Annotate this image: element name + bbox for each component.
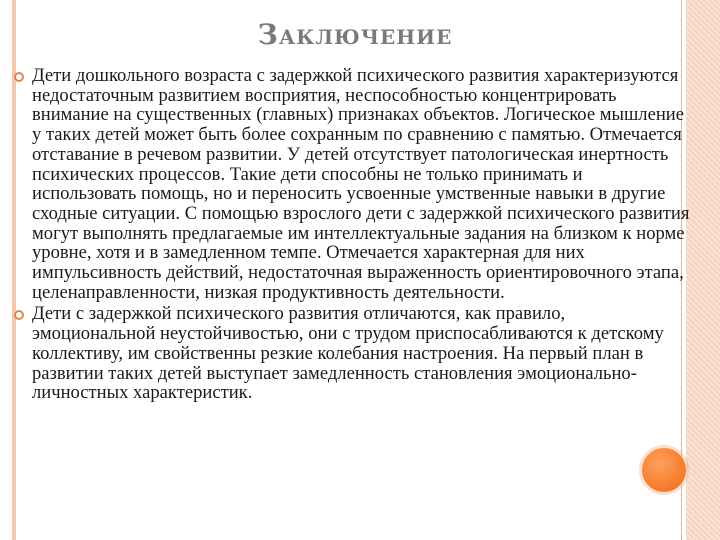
orange-circle-icon (642, 448, 686, 492)
slide-title: Заключение (257, 18, 453, 51)
bullet-text-1: Дети дошкольного возраста с задержкой психического развития характеризуются недостаточным развитием восприятия, неспособностью концентрировать внимание на существенных (главных) признаках объектов. Логическое мышление у таких детей может быть более сохранным по сравнению с памятью. Отмечается отставание в речевом развитии. У детей отсутствует патологическая инертность психических процессов. Такие дети способны не только принимать и использовать помощь, но и переносить усвоенные умственные навыки в другие сходные ситуации. С помощью взрослого дети с задержкой психического развития могут выполнять предлагаемые им интеллектуальные задания на близком к норме уровне, хотя и в замедленном темпе. Отмечается характерная для них импульсивность действий, недостаточная выраженность ориентировочного этапа, целенаправленности, низкая продуктивность деятельности. (32, 65, 690, 303)
bullet-text-2: Дети с задержкой психического развития отличаются, как правило, эмоциональной неустойчивостью, они с трудом приспосабливаются к детскому коллективу, им свойственны резкие колебания настроения. На первый план в развитии таких детей выступает замедленность становления эмоционально-личностных характеристик. (32, 303, 664, 404)
bullet-item-2 (14, 304, 690, 403)
bullet-item-1 (14, 66, 690, 302)
ring-bullet-icon (14, 310, 24, 320)
slide-content (14, 66, 690, 405)
ring-bullet-icon (14, 72, 24, 82)
right-decorative-band (686, 0, 720, 540)
